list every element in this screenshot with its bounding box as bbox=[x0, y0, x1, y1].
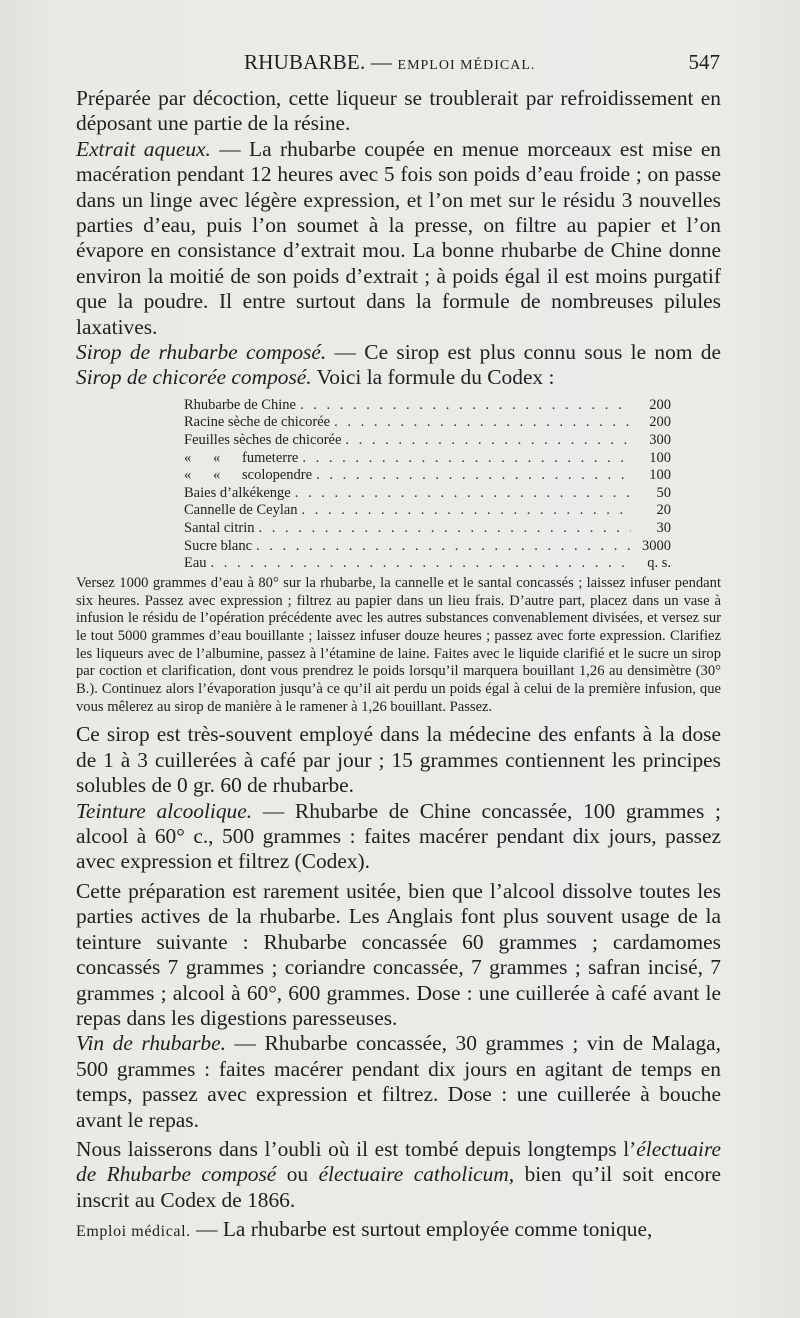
ingredient-name: Feuilles sèches de chicorée bbox=[184, 432, 342, 449]
paragraph-vin bbox=[76, 1031, 721, 1133]
list-item bbox=[184, 414, 671, 432]
paragraph-emploi-medical bbox=[76, 1217, 721, 1244]
list-item bbox=[184, 538, 671, 556]
list-item bbox=[184, 485, 671, 503]
list-item bbox=[184, 502, 671, 520]
ingredient-quantity: 100 bbox=[649, 449, 671, 466]
list-item bbox=[184, 467, 671, 485]
paragraph-extrait-aqueux-text: — La rhubarbe coupée en menue morceaux est mise en macération pendant 12 heures avec 5 fois son poids d’eau froide ; on passe dans un linge avec légère expression, et l’on met sur le résidu 3 nouvelles parties d’eau, puis l’on soumet à la presse, on filtre au papier et l’on évapore en consistance d’extrait mou. La bonne rhubarbe de Chine donne environ la moitié de son poids d’extrait ; à poids égal il est moins purgatif que la poudre. Il entre surtout dans la formule de nombreuses pilules laxatives. bbox=[76, 136, 722, 339]
list-item bbox=[184, 450, 671, 468]
ingredient-quantity: 300 bbox=[649, 432, 671, 449]
paragraph-teinture bbox=[76, 799, 721, 875]
paragraph-decoction: Préparée par décoction, cette liqueur se troublerait par refroidissement en déposant une partie de la résine. bbox=[76, 86, 721, 136]
paragraph-sirop-italic: Sirop de chicorée composé. bbox=[76, 365, 312, 390]
ingredient-name: Baies d’alkékenge bbox=[184, 484, 291, 501]
list-item bbox=[184, 520, 671, 538]
header-subtitle: EMPLOI MÉDICAL. bbox=[397, 58, 536, 73]
section-title-teinture: Teinture alcoolique. bbox=[76, 798, 253, 823]
paragraph-sirop-text-a: — Ce sirop est plus connu sous le nom de bbox=[326, 340, 721, 365]
ingredient-quantity: 200 bbox=[649, 396, 671, 413]
list-item bbox=[184, 432, 671, 450]
running-header bbox=[76, 50, 720, 80]
header-dash: — bbox=[370, 50, 393, 74]
ingredient-name: Cannelle de Ceylan bbox=[184, 502, 298, 519]
ingredient-quantity: 20 bbox=[656, 502, 671, 519]
ingredient-name: Eau bbox=[184, 555, 207, 572]
ingredient-quantity: 100 bbox=[649, 467, 671, 484]
paragraph-emploi-medical-text: — La rhubarbe est surtout employée comme tonique, bbox=[190, 1217, 653, 1242]
main-text bbox=[76, 86, 721, 1245]
running-title bbox=[244, 50, 535, 75]
ingredient-quantity: q. s. bbox=[647, 555, 671, 572]
section-title-emploi-medical: Emploi médical. bbox=[76, 1223, 191, 1241]
paragraph-electuaire bbox=[76, 1137, 721, 1213]
ingredient-name: Rhubarbe de Chine bbox=[184, 396, 296, 413]
ingredient-name: Santal citrin bbox=[184, 520, 255, 537]
ingredient-name: Sucre blanc bbox=[184, 537, 253, 554]
paragraph-electuaire-c: bien qu’il soit encore inscrit au Codex de 1866. bbox=[76, 1162, 722, 1212]
paragraph-electuaire-italic1: électuaire de Rhubarbe composé bbox=[76, 1136, 721, 1187]
paragraph-vin-text: — Rhubarbe concassée, 30 grammes ; vin de Malaga, 500 grammes : faites macérer pendant dix jours en agitant de temps en temps, passez avec expression et filtrez. Dose : une cuillerée à bouche avant le repas. bbox=[76, 1031, 721, 1132]
paragraph-dosage: Ce sirop est très-souvent employé dans la médecine des enfants à la dose de 1 à 3 cuillerées à café par jour ; 15 grammes contiennent les principes solubles de 0 gr. 60 de rhubarbe. bbox=[76, 722, 721, 798]
ingredient-quantity: 30 bbox=[656, 520, 671, 537]
page-number: 547 bbox=[688, 50, 720, 74]
paragraph-sirop bbox=[76, 340, 721, 391]
paragraph-sirop-text-b: Voici la formule du Codex : bbox=[311, 365, 555, 390]
ingredient-quantity: 200 bbox=[649, 414, 671, 431]
paragraph-extrait-aqueux bbox=[76, 137, 721, 340]
section-title-extrait-aqueux: Extrait aqueux. bbox=[76, 136, 211, 161]
list-item bbox=[184, 555, 671, 573]
list-item bbox=[184, 397, 671, 415]
ingredient-name: « « scolopendre bbox=[184, 467, 313, 484]
codex-formula-list bbox=[184, 397, 671, 573]
paragraph-teinture-text: — Rhubarbe de Chine concassée, 100 grammes ; alcool à 60° c., 500 grammes : faites macérer pendant dix jours, passez avec expression et filtrez (Codex). bbox=[76, 798, 721, 874]
paragraph-electuaire-a: Nous laisserons dans l’oubli où il est tombé depuis longtemps l’ bbox=[76, 1136, 637, 1161]
section-title-sirop: Sirop de rhubarbe composé. bbox=[76, 340, 327, 365]
ingredient-quantity: 50 bbox=[656, 484, 671, 501]
ingredient-name: « « fumeterre bbox=[184, 449, 299, 466]
ingredient-name: Racine sèche de chicorée bbox=[184, 414, 331, 431]
paragraph-electuaire-italic2: électuaire catholicum, bbox=[318, 1162, 515, 1187]
paragraph-anglais: Cette préparation est rarement usitée, bien que l’alcool dissolve toutes les parties actives de la rhubarbe. Les Anglais font plus souvent usage de la teinture suivante : Rhubarbe concassée 60 grammes ; cardamomes concassés 7 grammes ; coriandre concassée, 7 grammes ; safran incisé, 7 grammes ; alcool à 60°, 600 grammes. Dose : une cuillerée à café avant le repas dans les digestions paresseuses. bbox=[76, 878, 721, 1030]
preparation-method: Versez 1000 grammes d’eau à 80° sur la rhubarbe, la cannelle et le santal concassés ; laissez infuser pendant six heures. Passez avec expression ; filtrez au papier dans un lieu frais. D’autre part, placez dans un vase à infusion le résidu de l’opération précédente avec les autres substances convenablement divisées, et versez sur le tout 5000 grammes d’eau bouillante ; laissez infuser douze heures ; passez avec forte expression. Clarifiez les liqueurs avec de l’albumine, passez à l’étamine de laine. Faites avec le liquide clarifié et le sucre un sirop par coction et clarification, dont vous prendrez le poids lorsqu’il marquera bouillant 1,26 au densimètre (30° B.). Continuez alors l’évaporation jusqu’à ce qu’il ait perdu un poids égal à celui de la première infusion, que vous mêlerez au sirop de manière à le ramener à 1,26 bouillant. Passez. bbox=[76, 574, 721, 715]
header-title: RHUBARBE. bbox=[244, 50, 366, 74]
section-title-vin: Vin de rhubarbe. bbox=[76, 1031, 226, 1056]
paragraph-electuaire-b: ou bbox=[276, 1162, 319, 1187]
ingredient-quantity: 3000 bbox=[642, 537, 671, 554]
